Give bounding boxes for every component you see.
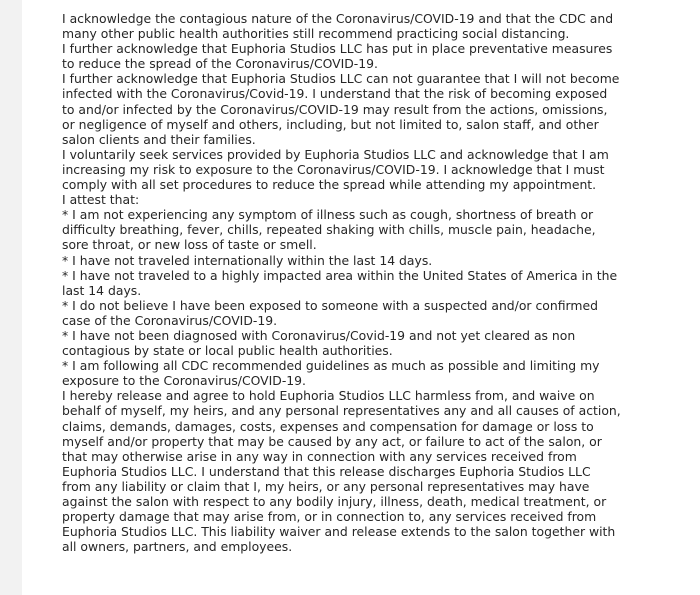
waiver-line: I voluntarily seek services provided by Euphoria Studios LLC and acknowledge that I am bbox=[62, 146, 609, 162]
waiver-line: increasing my risk to exposure to the Coronavirus/COVID-19. I acknowledge that I must bbox=[62, 161, 605, 177]
waiver-line: comply with all set procedures to reduce the spread while attending my appointment. bbox=[62, 177, 597, 193]
waiver-line: or negligence of myself and others, including, but not limited to, salon staff, and other bbox=[62, 116, 599, 132]
release-line: myself and/or property that may be caused by any act, or failure to act of the salon, or bbox=[62, 433, 602, 449]
waiver-line: to reduce the spread of the Coronavirus/COVID-19. bbox=[62, 56, 378, 72]
release-line: from any liability or claim that I, my heirs, or any personal representatives may have bbox=[62, 478, 590, 494]
waiver-line: I further acknowledge that Euphoria Studios LLC can not guarantee that I will not become bbox=[62, 71, 620, 87]
attestation-item: * I am not experiencing any symptom of illness such as cough, shortness of breath or bbox=[62, 207, 594, 223]
attestation-item: * I do not believe I have been exposed to someone with a suspected and/or confirmed bbox=[62, 297, 598, 313]
release-line: I hereby release and agree to hold Euphoria Studios LLC harmless from, and waive on bbox=[62, 388, 595, 404]
attestation-item: * I have not traveled to a highly impacted area within the United States of America in the bbox=[62, 267, 618, 283]
attestation-item: * I have not traveled internationally within the last 14 days. bbox=[62, 252, 433, 268]
waiver-line: I further acknowledge that Euphoria Studios LLC has put in place preventative measures bbox=[62, 41, 613, 57]
release-line: against the salon with respect to any bodily injury, illness, death, medical treatment, or bbox=[62, 494, 607, 509]
waiver-line: infected with the Coronavirus/Covid-19. I understand that the risk of becoming exposed bbox=[62, 86, 608, 102]
waiver-line: I acknowledge the contagious nature of the Coronavirus/COVID-19 and that the CDC and bbox=[62, 11, 614, 26]
waiver-line: to and/or infected by the Coronavirus/COVID-19 may result from the actions, omissions, bbox=[62, 101, 608, 117]
attestation-item: difficulty breathing, fever, chills, repeated shaking with chills, muscle pain, headache, bbox=[62, 222, 596, 238]
attestation-heading: I attest that: bbox=[62, 192, 140, 208]
liability-waiver-text bbox=[62, 11, 662, 554]
waiver-line: salon clients and their families. bbox=[62, 131, 256, 147]
attestation-item: case of the Coronavirus/COVID-19. bbox=[62, 312, 278, 328]
attestation-item: exposure to the Coronavirus/COVID-19. bbox=[62, 373, 306, 389]
release-line: all owners, partners, and employees. bbox=[62, 539, 293, 555]
attestation-item: * I have not been diagnosed with Coronavirus/Covid-19 and not yet cleared as non bbox=[62, 327, 576, 343]
release-line: Euphoria Studios LLC. I understand that this release discharges Euphoria Studios LLC bbox=[62, 463, 591, 479]
release-line: that may otherwise arise in any way in connection with any services received from bbox=[62, 448, 577, 464]
attestation-item: last 14 days. bbox=[62, 282, 142, 298]
attestation-item: sore throat, or new loss of taste or smell. bbox=[62, 237, 317, 253]
waiver-page bbox=[22, 0, 700, 595]
release-line: Euphoria Studios LLC. This liability waiver and release extends to the salon together with bbox=[62, 524, 616, 540]
waiver-line: many other public health authorities still recommend practicing social distancing. bbox=[62, 26, 570, 42]
release-line: property damage that may arise from, or in connection to, any services received from bbox=[62, 509, 597, 525]
release-line: claims, demands, damages, costs, expenses and compensation for damage or loss to bbox=[62, 418, 594, 434]
attestation-item: contagious by state or local public health authorities. bbox=[62, 343, 393, 359]
release-line: behalf of myself, my heirs, and any personal representatives any and all causes of action, bbox=[62, 403, 621, 419]
attestation-item: * I am following all CDC recommended guidelines as much as possible and limiting my bbox=[62, 358, 600, 374]
